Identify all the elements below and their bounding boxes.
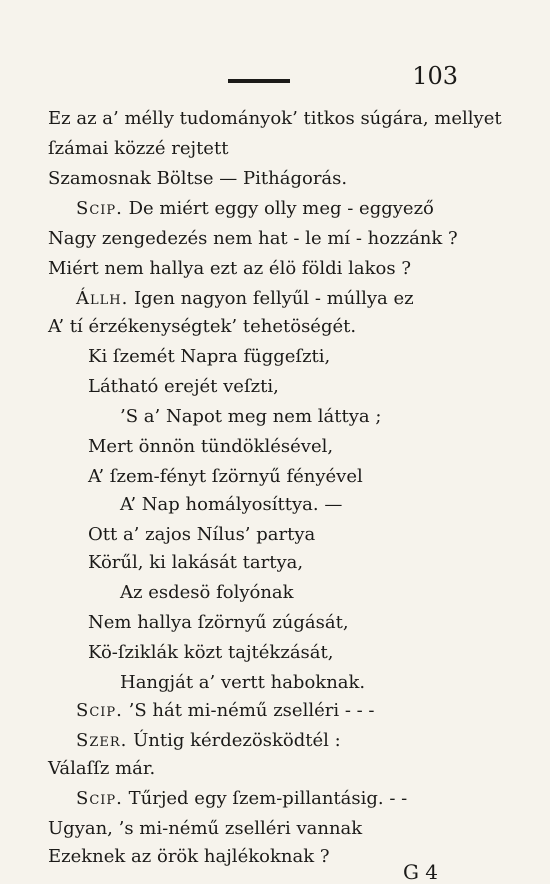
line-text: Nem hallya ſzörnyű zúgását, xyxy=(88,612,349,633)
line-text: Nagy zengedezés nem hat - le mí - hozzánk ? xyxy=(48,228,458,249)
text-line xyxy=(120,672,550,694)
line-text: A’ Nap homályosíttya. — xyxy=(120,494,343,515)
line-text: De miért eggy olly meg - eggyező xyxy=(122,198,434,219)
speaker-label: Scip. xyxy=(76,198,123,219)
text-line xyxy=(48,818,550,840)
line-text: Ez az a’ mélly tudományok’ titkos súgára, mellyet xyxy=(48,108,502,129)
text-line xyxy=(88,436,550,458)
line-text: A’ tí érzékenységtek’ tehetöségét. xyxy=(48,316,357,337)
speaker-label: Scip. xyxy=(76,788,123,809)
text-line xyxy=(76,730,550,752)
line-text: A’ ſzem-fényt ſzörnyű fényével xyxy=(88,466,363,487)
text-line xyxy=(48,758,550,780)
text-line xyxy=(48,108,550,130)
line-text: Hangját a’ vertt haboknak. xyxy=(120,672,366,693)
line-text: Válaſſz már. xyxy=(48,758,156,779)
line-text: Úntig kérdezösködtél : xyxy=(127,730,341,751)
text-line xyxy=(48,316,550,338)
text-line xyxy=(88,346,550,368)
text-line xyxy=(48,846,550,868)
line-text: Igen nagyon fellyűl - múllya ez xyxy=(128,288,414,309)
line-text: Látható erejét veſzti, xyxy=(88,376,279,397)
text-line xyxy=(120,494,550,516)
signature-mark: G 4 xyxy=(402,860,438,884)
text-line xyxy=(76,700,550,722)
line-text: ſzámai közzé rejtett xyxy=(48,138,229,159)
line-text: Mert önnön tündöklésével, xyxy=(88,436,334,457)
text-line xyxy=(76,198,550,220)
speaker-label: Szer. xyxy=(76,730,128,751)
text-line xyxy=(120,406,550,428)
text-line xyxy=(88,552,550,574)
line-text: Miért nem hallya ezt az élö földi lakos ? xyxy=(48,258,411,279)
text-line xyxy=(88,524,550,546)
text-line xyxy=(48,228,550,250)
line-text: Kö-ſziklák közt tajtékzását, xyxy=(88,642,334,663)
page-number: 103 xyxy=(412,62,458,90)
line-text: Szamosnak Böltse — Pithágorás. xyxy=(48,168,348,189)
text-line xyxy=(48,168,550,190)
line-text: Körűl, ki lakását tartya, xyxy=(88,552,304,573)
ornament-bar xyxy=(228,79,290,83)
text-line xyxy=(76,288,550,310)
text-line xyxy=(48,138,550,160)
line-text: Az esdesö folyónak xyxy=(120,582,294,603)
header-ornament xyxy=(228,70,290,89)
text-line xyxy=(76,788,550,810)
line-text: Tűrjed egy ſzem-pillantásig. - - xyxy=(122,788,408,809)
text-line xyxy=(88,466,550,488)
line-text: Ugyan, ’s mi-némű zselléri vannak xyxy=(48,818,363,839)
line-text: ’S a’ Napot meg nem láttya ; xyxy=(120,406,382,427)
text-line xyxy=(88,642,550,664)
text-line xyxy=(88,376,550,398)
text-line xyxy=(48,258,550,280)
speaker-label: Állh. xyxy=(76,288,129,309)
line-text: ’S hát mi-némű zselléri - - - xyxy=(122,700,375,721)
text-line xyxy=(120,582,550,604)
text-line xyxy=(88,612,550,634)
speaker-label: Scip. xyxy=(76,700,123,721)
line-text: Ki ſzemét Napra függeſzti, xyxy=(88,346,331,367)
line-text: Ott a’ zajos Nílus’ partya xyxy=(88,524,316,545)
line-text: Ezeknek az örök hajlékoknak ? xyxy=(48,846,330,867)
